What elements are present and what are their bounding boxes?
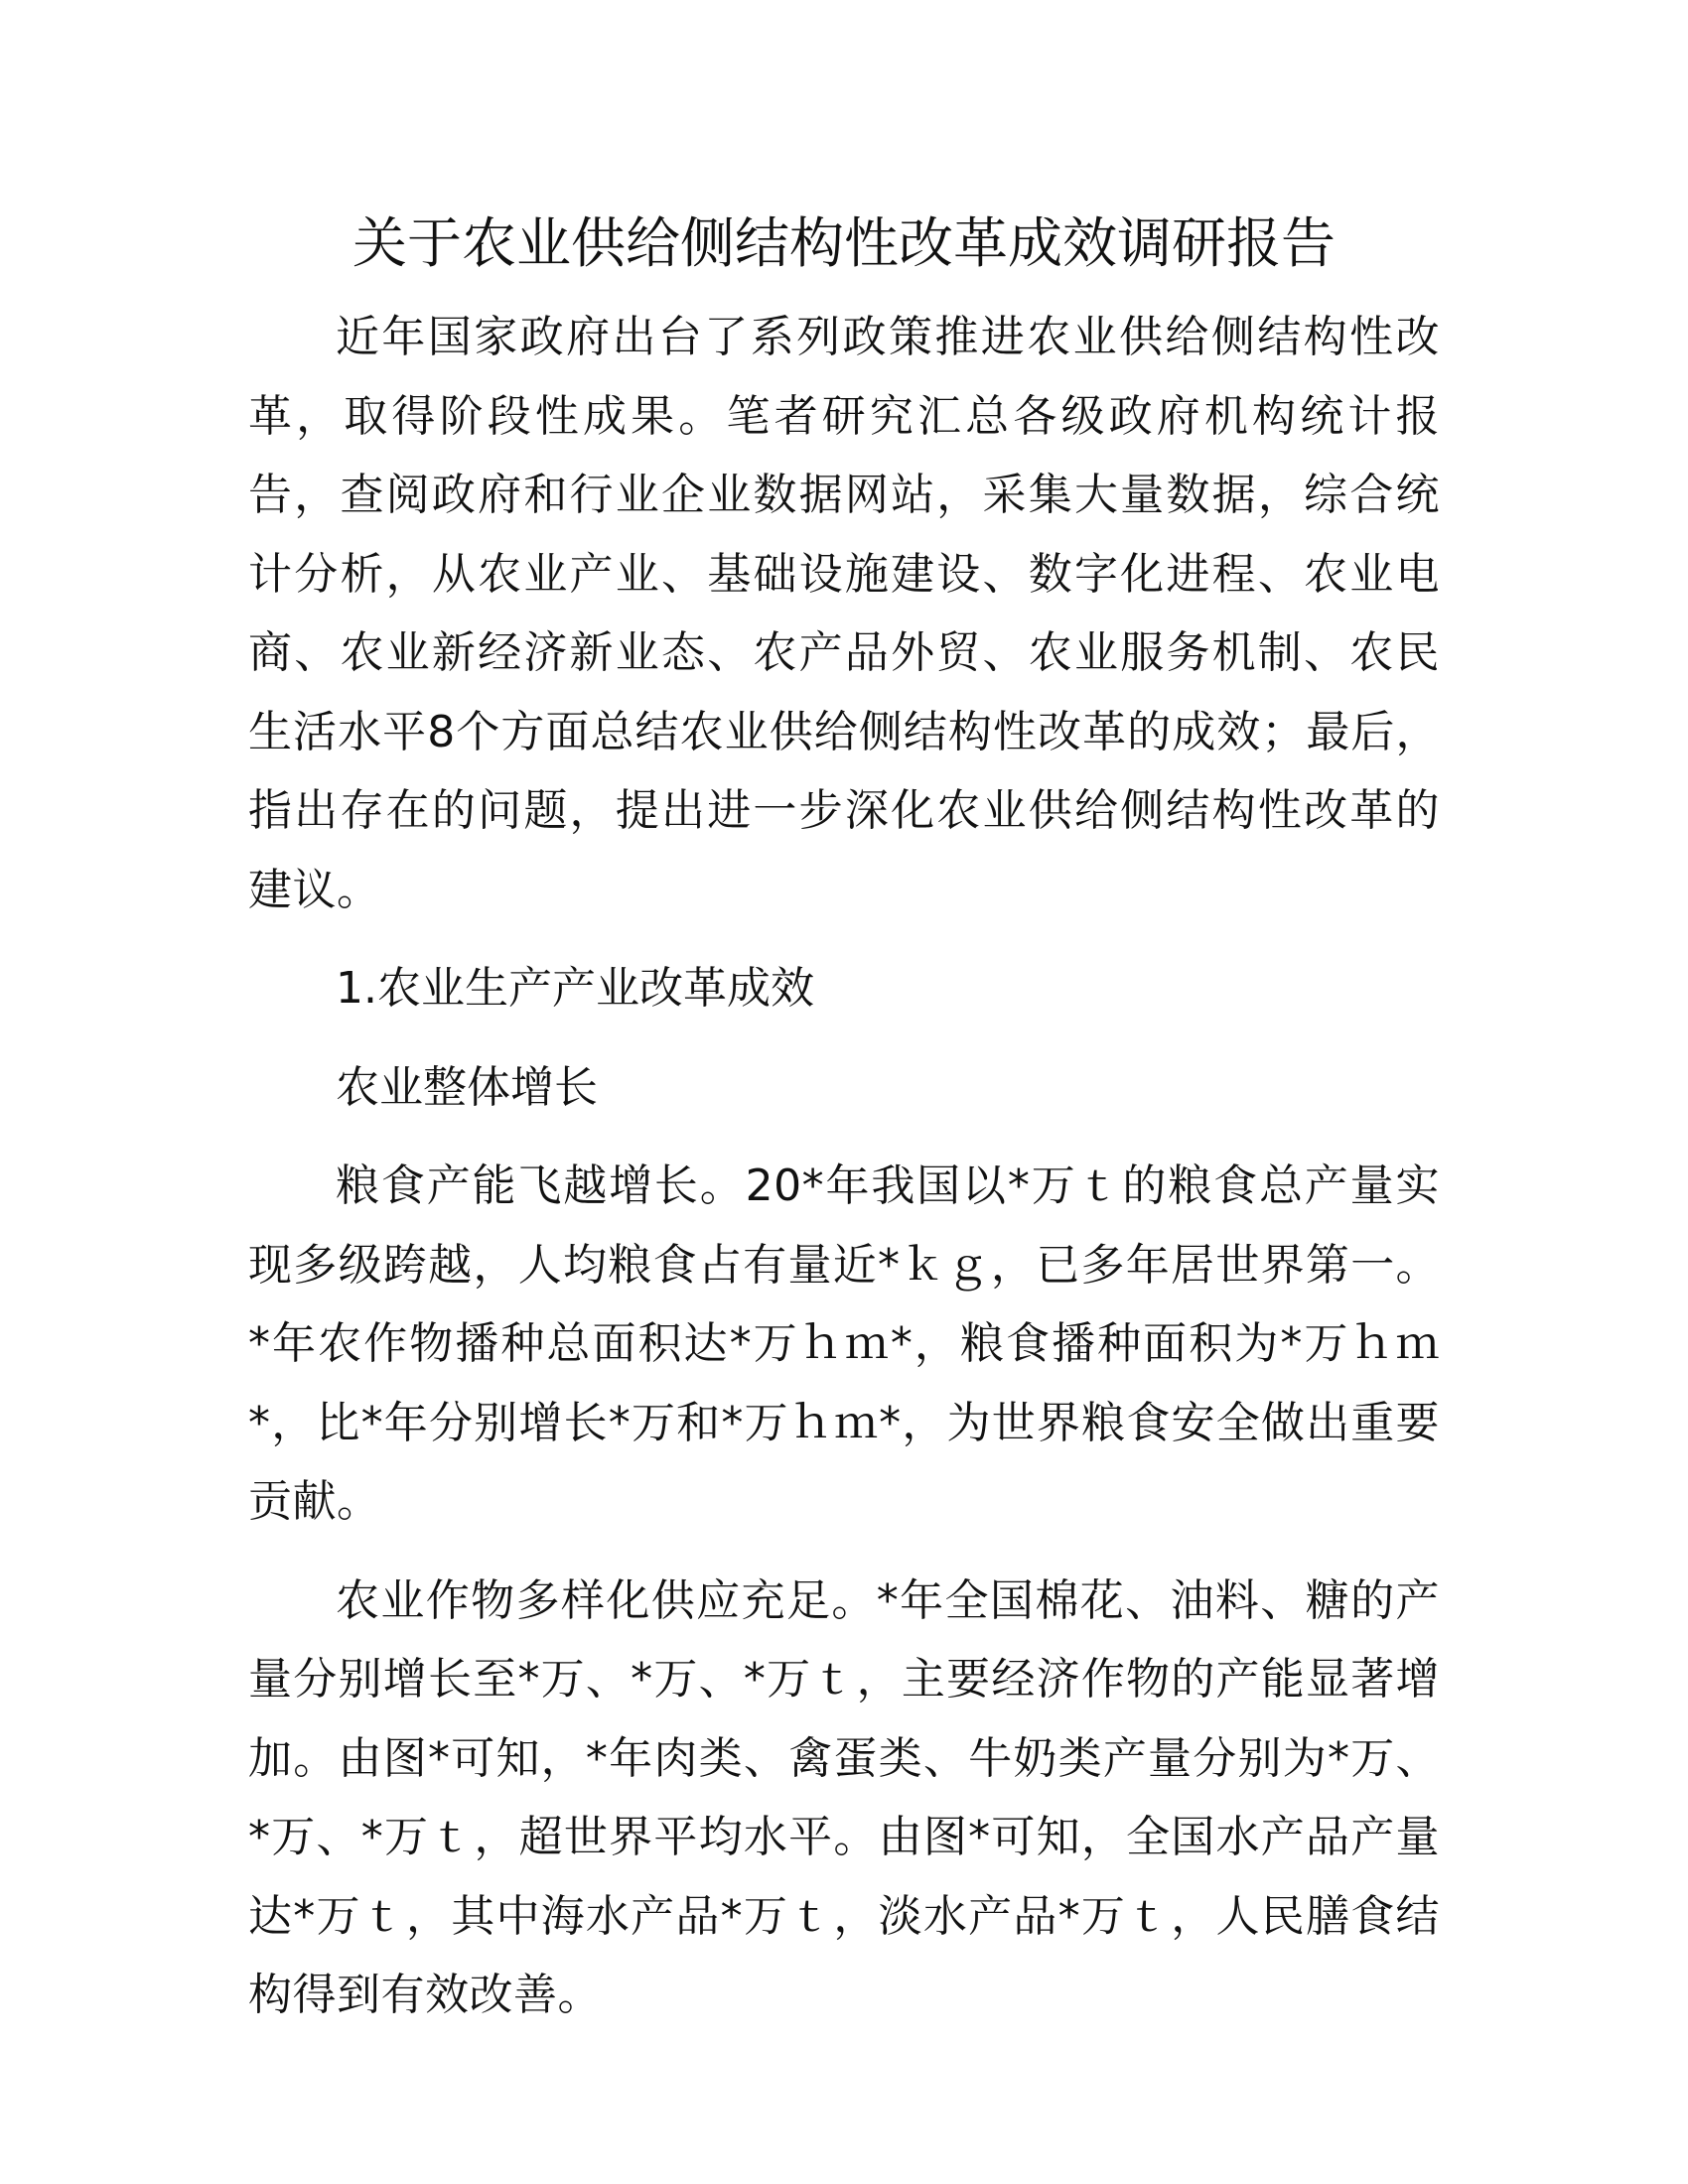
document-title: 关于农业供给侧结构性改革成效调研报告 (352, 211, 1336, 275)
intro-paragraph: 近年国家政府出台了系列政策推进农业供给侧结构性改革，取得阶段性成果。笔者研究汇总各级政府机构统计报告，查阅政府和行业企业数据网站，采集大量数据，综合统计分析，从农业产业、基础设施建设、数字化进程、农业电商、农业新经济新业态、农产品外贸、农业服务机制、农民生活水平8个方面总结农业供给侧结构性改革的成效；最后，指出存在的问题，提出进一步深化农业供给侧结构性改革的建议。 (248, 312, 1440, 915)
grain-paragraph: 粮食产能飞越增长。20*年我国以*万ｔ的粮食总产量实现多级跨越，人均粮食占有量近*ｋｇ，已多年居世界第一。*年农作物播种总面积达*万ｈｍ*，粮食播种面积为*万ｈｍ*，比*年分别增长*万和*万ｈｍ*，为世界粮食安全做出重要贡献。 (248, 1160, 1440, 1527)
document-body (248, 298, 1440, 2055)
crops-paragraph: 农业作物多样化供应充足。*年全国棉花、油料、糖的产量分别增长至*万、*万、*万ｔ，主要经济作物的产能显著增加。由图*可知，*年肉类、禽蛋类、牛奶类产量分别为*万、*万、*万ｔ，超世界平均水平。由图*可知，全国水产品产量达*万ｔ，其中海水产品*万ｔ，淡水产品*万ｔ，人民膳食结构得到有效改善。 (248, 1574, 1440, 2020)
section-heading: 1.农业生产产业改革成效 (336, 963, 814, 1014)
subsection-heading: 农业整体增长 (336, 1061, 598, 1113)
